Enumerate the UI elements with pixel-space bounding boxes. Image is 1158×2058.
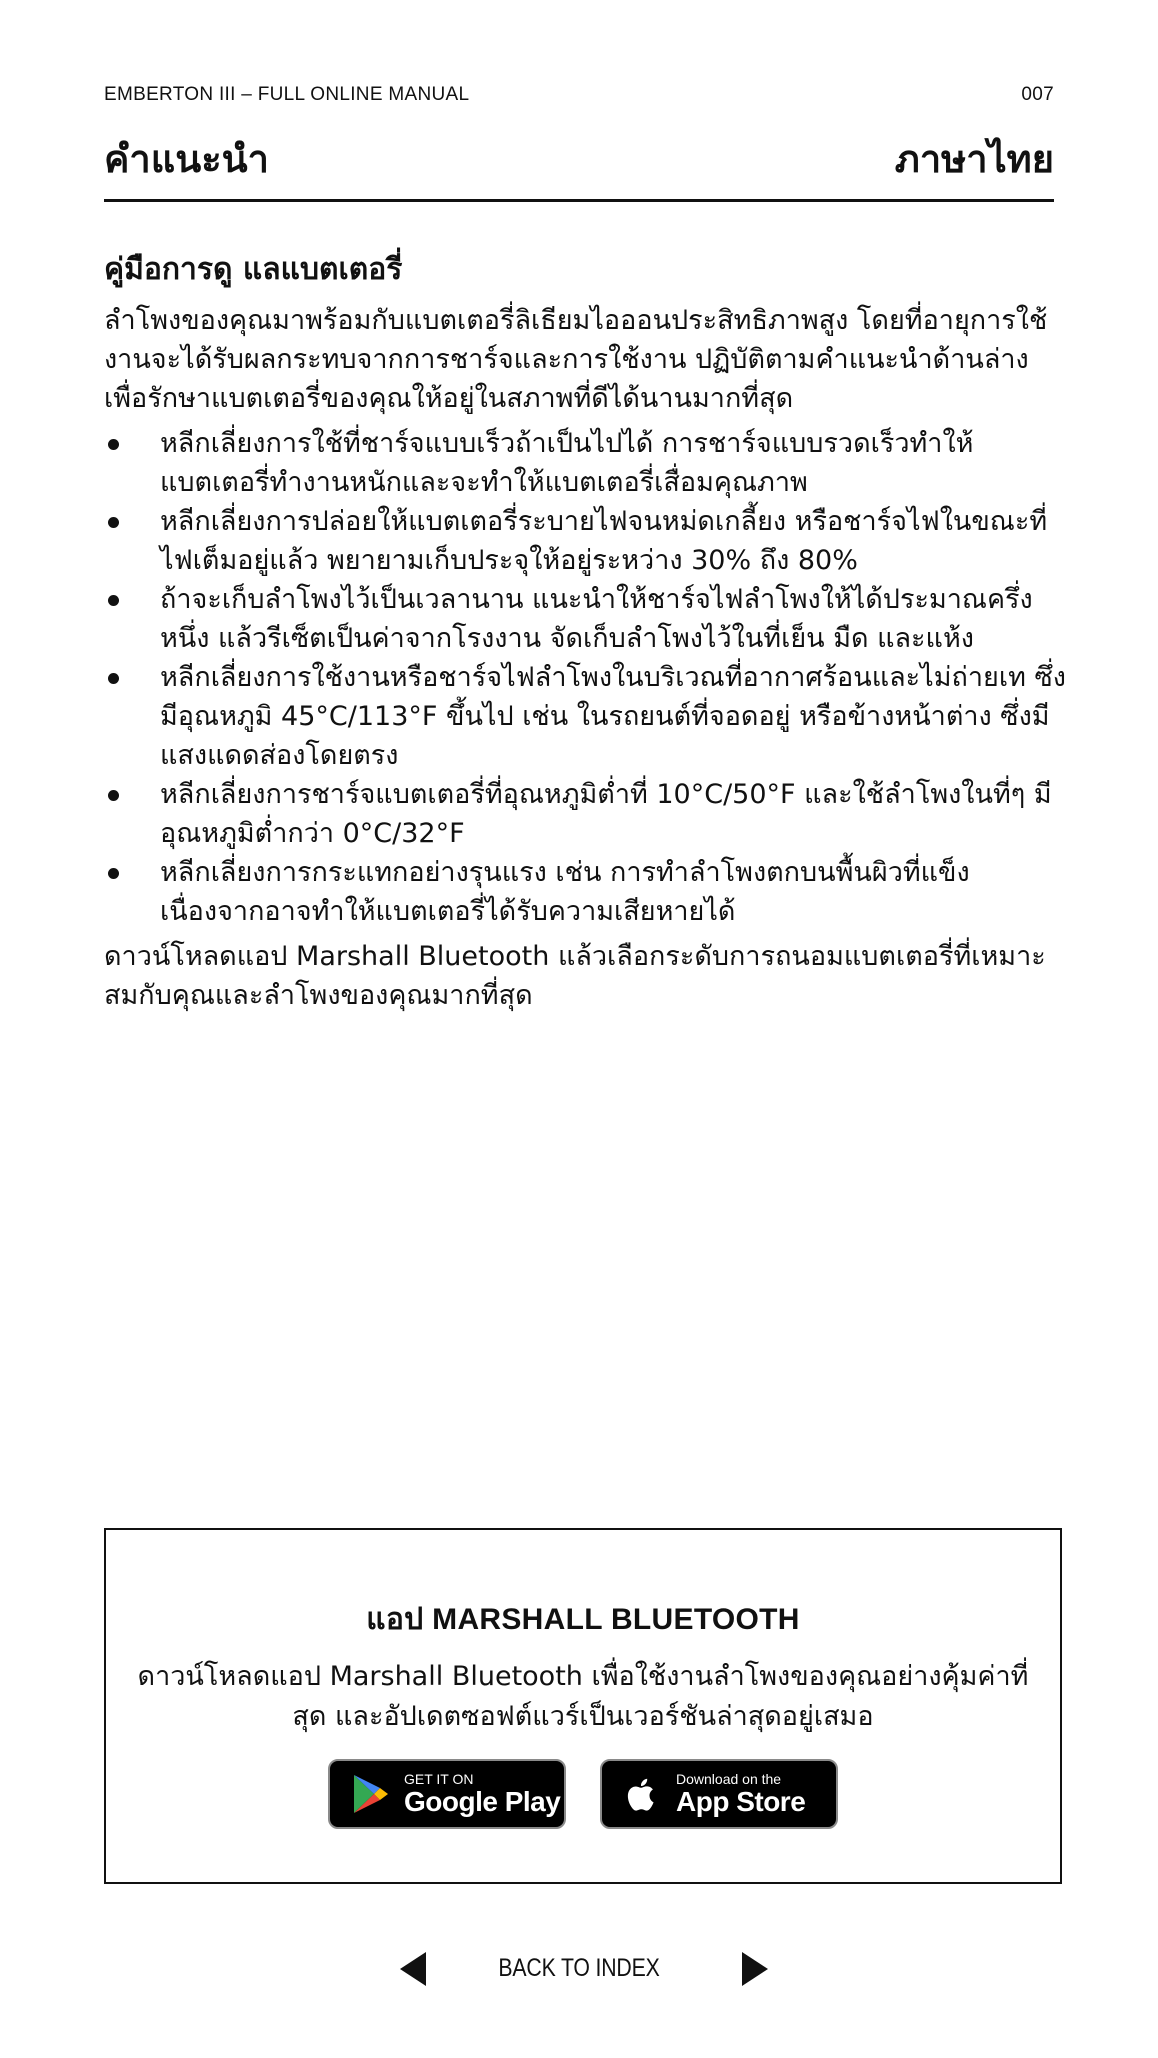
page-navigation: [0, 1950, 1158, 1990]
google-play-button[interactable]: [328, 1759, 566, 1829]
app-store-small-text: Download on the: [676, 1771, 782, 1787]
bullet-icon: [108, 595, 119, 606]
battery-care-section: [104, 246, 1070, 1015]
tip-text: หลีกเลี่ยงการใช้ที่ชาร์จแบบเร็วถ้าเป็นไปได้ การชาร์จแบบรวดเร็วทำให้แบตเตอรี่ทำงานหนักและจะทำให้แบตเตอรี่เสื่อมคุณภาพ: [160, 428, 974, 498]
battery-care-intro: ลำโพงของคุณมาพร้อมกับแบตเตอรี่ลิเธียมไอออนประสิทธิภาพสูง โดยที่อายุการใช้งานจะได้รับผลกระทบจากการชาร์จและการใช้งาน ปฏิบัติตามคำแนะนำด้านล่างเพื่อรักษาแบตเตอรี่ของคุณให้อยู่ในสภาพที่ดีได้นานมากที่สุด: [104, 305, 1048, 414]
google-play-big-text: Google Play: [404, 1786, 561, 1817]
tip-text: หลีกเลี่ยงการชาร์จแบตเตอรี่ที่อุณหภูมิต่ำที่ 10°C/50°F และใช้ลำโพงในที่ๆ มีอุณหภูมิต่ำกว่า 0°C/32°F: [160, 779, 1052, 849]
google-play-small-text: GET IT ON: [404, 1771, 474, 1787]
battery-care-heading: คู่มือการดู แลแบตเตอรี่: [104, 252, 403, 287]
header-meta: [104, 84, 1054, 106]
store-badges: [106, 1759, 1060, 1829]
back-to-index-link[interactable]: BACK TO INDEX: [498, 1954, 660, 1982]
marshall-app-box: [104, 1528, 1062, 1884]
tip-text: หลีกเลี่ยงการใช้งานหรือชาร์จไฟลำโพงในบริเวณที่อากาศร้อนและไม่ถ่ายเท ซึ่งมีอุณหภูมิ 45°C/113°F ขึ้นไป เช่น ในรถยนต์ที่จอดอยู่ หรือข้างหน้าต่าง ซึ่งมีแสงแดดส่องโดยตรง: [160, 662, 1066, 771]
list-item: [104, 424, 1070, 502]
list-item: [104, 775, 1070, 853]
language-label: ภาษาไทย: [894, 137, 1054, 181]
app-box-title: แอป MARSHALL BLUETOOTH: [366, 1603, 800, 1636]
battery-care-outro: ดาวน์โหลดแอป Marshall Bluetooth แล้วเลือกระดับการถนอมแบตเตอรี่ที่เหมาะสมกับคุณและลำโพงของคุณมากที่สุด: [104, 941, 1046, 1011]
list-item: [104, 658, 1070, 775]
section-title: คำแนะนำ: [104, 137, 269, 181]
bullet-icon: [108, 517, 119, 528]
bullet-icon: [108, 439, 119, 450]
apple-icon: [620, 1772, 664, 1816]
bullet-icon: [108, 790, 119, 801]
bullet-icon: [108, 673, 119, 684]
list-item: [104, 502, 1070, 580]
tip-text: หลีกเลี่ยงการกระแทกอย่างรุนแรง เช่น การทำลำโพงตกบนพื้นผิวที่แข็ง เนื่องจากอาจทำให้แบตเตอรี่ได้รับความเสียหายได้: [160, 857, 970, 927]
battery-tips-list: [104, 424, 1070, 931]
app-store-big-text: App Store: [676, 1786, 806, 1817]
bullet-icon: [108, 868, 119, 879]
tip-text: ถ้าจะเก็บลำโพงไว้เป็นเวลานาน แนะนำให้ชาร์จไฟลำโพงให้ได้ประมาณครึ่งหนึ่ง แล้วรีเซ็ตเป็นค่าจากโรงงาน จัดเก็บลำโพงไว้ในที่เย็น มืด และแห้ง: [160, 584, 1033, 654]
google-play-icon: [348, 1772, 392, 1816]
list-item: [104, 580, 1070, 658]
page-number: 007: [1021, 84, 1054, 105]
list-item: [104, 853, 1070, 931]
app-box-description: ดาวน์โหลดแอป Marshall Bluetooth เพื่อใช้งานลำโพงของคุณอย่างคุ้มค่าที่สุด และอัปเดตซอฟต์แวร์เป็นเวอร์ชันล่าสุดอยู่เสมอ: [137, 1661, 1029, 1732]
header-title-bar: [104, 128, 1054, 202]
next-page-icon[interactable]: [742, 1952, 768, 1986]
tip-text: หลีกเลี่ยงการปล่อยให้แบตเตอรี่ระบายไฟจนหม่ดเกลี้ยง หรือชาร์จไฟในขณะที่ไฟเต็มอยู่แล้ว พยายามเก็บประจุให้อยู่ระหว่าง 30% ถึง 80%: [160, 506, 1048, 576]
app-store-button[interactable]: [600, 1759, 838, 1829]
manual-title: EMBERTON III – FULL ONLINE MANUAL: [104, 84, 470, 105]
